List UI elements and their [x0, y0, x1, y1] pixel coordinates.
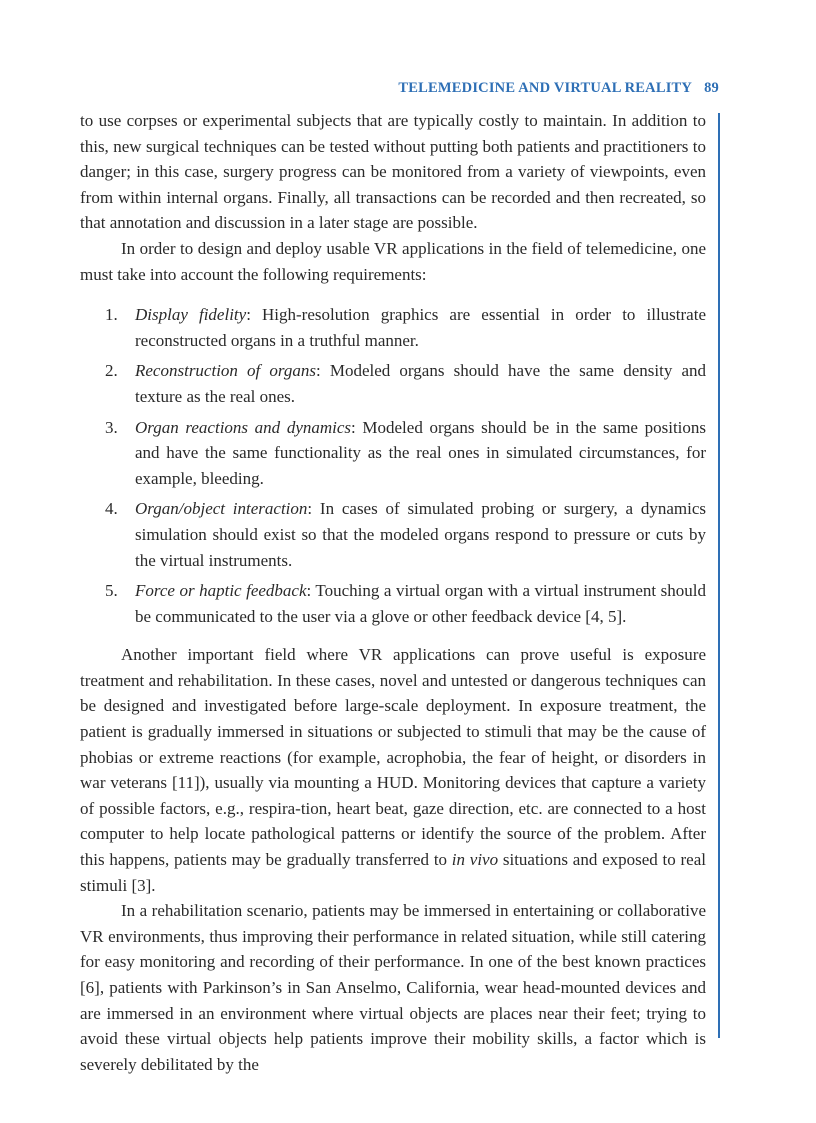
list-item-text: : Modeled organs should be in the same positions and have the same functionality as the real ones in simulated circumstances, for example, bleeding.: [135, 417, 707, 488]
list-item-number: 4.: [105, 499, 118, 519]
list-item-text: : Touching a virtual organ with a virtual instrument should be communicated to the user via a glove or other feedback device [4, 5].: [135, 581, 706, 626]
list-item-term: Organ/object interaction: [135, 499, 308, 519]
list-item: [80, 302, 706, 353]
list-item-term: Force or haptic feedback: [135, 581, 307, 601]
list-item-term: Display fidelity: [135, 305, 247, 325]
list-item-number: 2.: [105, 361, 118, 381]
list-item-number: 3.: [105, 417, 118, 437]
page-body: [80, 108, 706, 1077]
list-item: [80, 415, 706, 492]
list-item-text: : In cases of simulated probing or surgery, a dynamics simulation should exist so that the modeled organs respond to pressure or cuts by the virtual instruments.: [135, 499, 707, 570]
list-item-term: Reconstruction of organs: [135, 361, 317, 381]
requirements-list: [80, 302, 706, 629]
list-item: [80, 358, 706, 409]
italic-term: in vivo: [451, 850, 499, 870]
list-item-term: Organ reactions and dynamics: [135, 417, 352, 437]
running-head-title: TELEMEDICINE AND VIRTUAL REALITY: [398, 80, 693, 96]
list-item-number: 1.: [105, 305, 118, 325]
body-paragraph: In order to design and deploy usable VR applications in the field of telemedicine, one must take into account the following requirements:: [80, 238, 706, 284]
list-item-number: 5.: [105, 581, 118, 601]
page-number: 89: [704, 80, 719, 96]
list-item: [80, 496, 706, 573]
list-item-text: : High-resolution graphics are essential in order to illustrate reconstructed organs in a truthful manner.: [135, 305, 706, 350]
list-item: [80, 578, 706, 629]
body-paragraph: to use corpses or experimental subjects that are typically costly to maintain. In addition to this, new surgical techniques can be tested without putting both patients and practitioners to danger; in this case, surgery progress can be monitored from a variety of viewpoints, even from within internal organs. Finally, all transactions can be recorded and then recreated, so that annotation and discussion in a later stage are possible.: [80, 111, 706, 233]
running-head: [398, 80, 719, 97]
body-paragraph: [80, 642, 706, 898]
paragraph-text: Another important field where VR applications can prove useful is exposure treatment and rehabilitation. In these cases, novel and untested or dangerous techniques can be designed and investigated before large-scale deployment. In exposure treatment, the patient is gradually immersed in situations or subjected to stimuli that may be the cause of phobias or extreme reactions (for example, acrophobia, the fear of height, or disorders in war veterans [11]), usually via mounting a HUD. Monitoring devices that capture a variety of possible factors, e.g., respira-tion, heart beat, gaze direction, etc. are connected to a host computer to help locate pathological patterns or identify the source of the problem. After this happens, patients may be gradually transferred to: [80, 645, 706, 870]
body-paragraph: In a rehabilitation scenario, patients may be immersed in entertaining or collaborative VR environments, thus improving their performance in related situation, while still catering for easy monitoring and recording of their performance. In one of the best known practices [6], patients with Parkinson’s in San Anselmo, California, wear head-mounted devices and are immersed in an environment where virtual objects are places near their feet; trying to avoid these virtual objects help patients improve their mobility skills, a factor which is severely debilitated by the: [80, 901, 706, 1074]
list-item-text: : Modeled organs should have the same density and texture as the real ones.: [135, 361, 707, 406]
margin-rule: [718, 113, 720, 1038]
paragraph-text: situations and exposed to real stimuli [3].: [80, 850, 706, 895]
